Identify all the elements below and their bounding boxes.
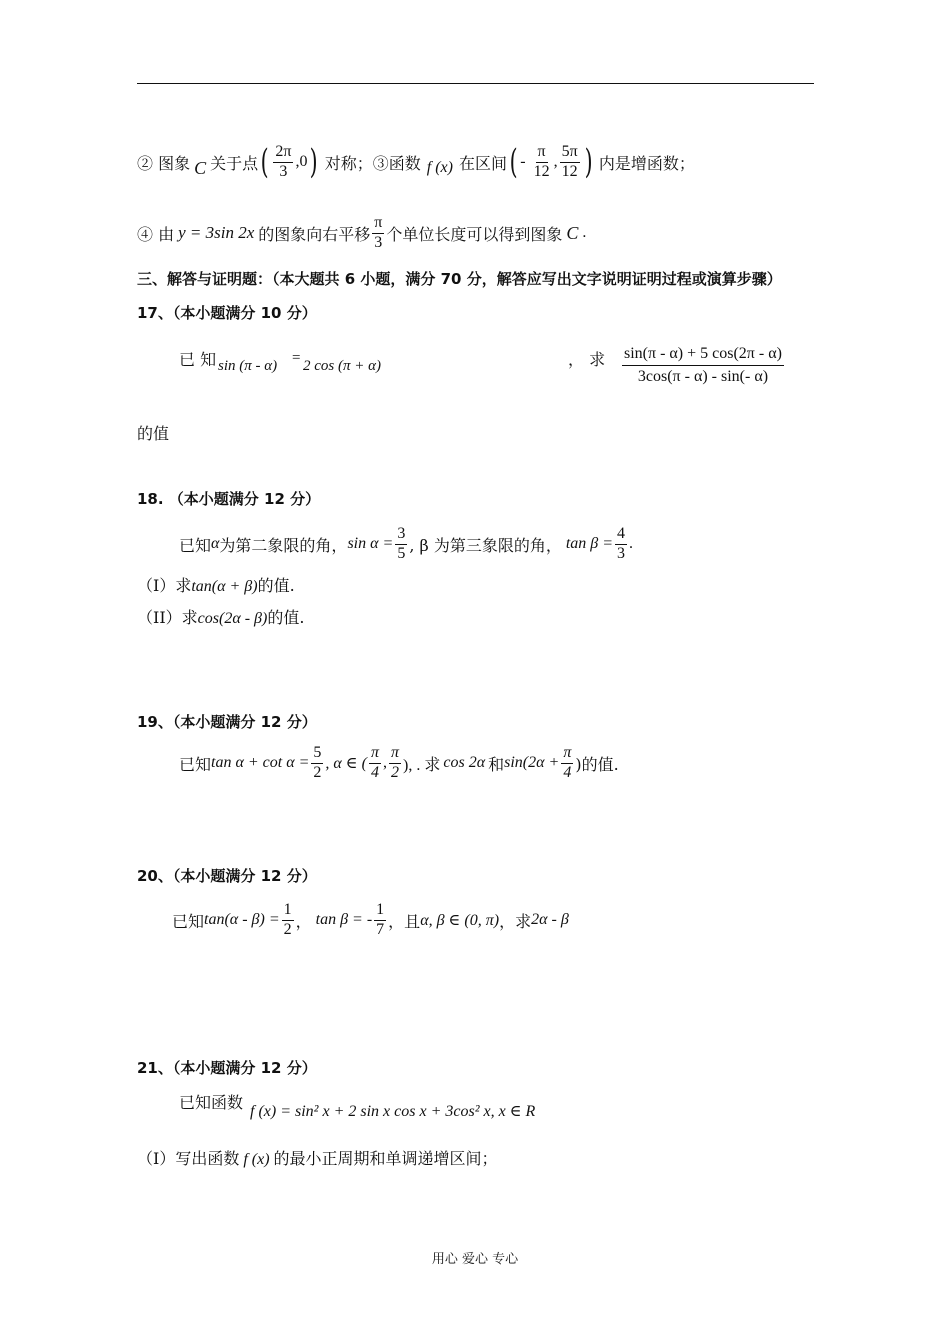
q18-sin-fraction xyxy=(395,525,407,563)
q17-numerator: sin(π - α) + 5 cos(2π - α) xyxy=(622,344,784,366)
fraction-den: 2 xyxy=(391,763,399,781)
increasing-text: 内是增函数； xyxy=(598,153,695,173)
guanyu-text: 关于点 xyxy=(210,153,259,173)
symbol-alpha: α xyxy=(211,535,220,552)
q17-known: 已 知 xyxy=(179,350,217,369)
fraction-den: 3 xyxy=(617,544,626,562)
period: . xyxy=(629,535,634,552)
q18-part2 xyxy=(137,605,304,628)
q20-and-text: ，且 xyxy=(388,911,421,931)
fraction-den: 2 xyxy=(313,763,322,781)
q18-part2-expr: cos(2α - β) xyxy=(197,610,268,627)
q19-ask-text: ), . 求 xyxy=(403,756,441,774)
q20-tan-beta: tan β = - xyxy=(315,911,373,928)
q17-equals: = xyxy=(292,350,301,366)
q19-heading: 19、（本小题满分 12 分） xyxy=(137,713,317,731)
fraction-num: 2π xyxy=(273,143,293,162)
fraction-num: π xyxy=(369,744,381,763)
q21-part1-tail: 的最小正周期和单调递增区间； xyxy=(273,1149,498,1168)
q20-comma: ， xyxy=(295,911,312,931)
duicheng-text: 对称；③函数 xyxy=(324,153,421,173)
function-fx: f (x) xyxy=(426,159,453,176)
q19-cos2a: cos 2α xyxy=(443,754,486,771)
symbol-C: C xyxy=(566,222,579,243)
q19-given xyxy=(179,738,619,788)
shift-fraction xyxy=(372,214,384,252)
q20-condition: α, β ∈ (0, π) xyxy=(420,912,500,929)
q20-known-text: 已知 xyxy=(172,911,205,931)
q17-lhs: sin (π - α) xyxy=(218,358,278,374)
left-paren: ( xyxy=(260,142,269,182)
fraction-den: 5 xyxy=(397,544,406,562)
q19-sin-fraction xyxy=(561,744,573,782)
q18-given xyxy=(179,520,633,568)
point-fraction xyxy=(273,143,293,181)
fraction-den: 4 xyxy=(563,763,572,781)
fraction-num: π xyxy=(561,744,573,763)
fraction-num: π xyxy=(372,214,384,233)
q18-tan-beta: tan β = xyxy=(565,535,614,552)
zaiqujian-text: 在区间 xyxy=(458,153,507,173)
fraction-den: 7 xyxy=(376,920,385,938)
q21-part1-fx: f (x) xyxy=(243,1151,270,1168)
interval-start xyxy=(532,143,552,181)
q19-value-fraction xyxy=(311,744,323,782)
fraction-num: 1 xyxy=(374,901,386,920)
q17-fraction xyxy=(622,344,784,388)
q17-denominator: 3cos(π - α) - sin(- α) xyxy=(637,367,769,385)
q19-range-comma: , xyxy=(383,754,387,771)
interval-end xyxy=(560,143,580,181)
interval-right-paren: ) xyxy=(584,142,593,182)
q18-sin-alpha: sin α = xyxy=(347,535,394,552)
q20-expr: tan(α - β) = xyxy=(204,911,280,928)
q18-known-text: 已知 xyxy=(179,535,212,555)
q19-and-text: 和 xyxy=(488,754,505,774)
fraction-den: 3 xyxy=(374,233,383,251)
q21-known-text: 已知函数 xyxy=(179,1093,244,1112)
q20-value-fraction xyxy=(282,901,294,939)
fraction-num: 4 xyxy=(615,525,627,544)
statement-4 xyxy=(137,209,586,257)
q18-part1-expr: tan(α + β) xyxy=(191,578,258,595)
right-paren: ) xyxy=(310,142,319,182)
statement-2-3 xyxy=(137,136,695,188)
fraction-den: 3 xyxy=(279,162,288,180)
q20-given xyxy=(172,895,569,945)
q17-value-text: 的值 xyxy=(137,424,170,443)
q18-part2-label: （II）求 xyxy=(137,608,198,627)
q20-target: 2α - β xyxy=(531,911,569,928)
interval-comma: , xyxy=(553,153,558,170)
q18-quadrant2-text: 为第二象限的角， xyxy=(219,535,348,555)
q18-part2-tail: 的值. xyxy=(267,608,305,627)
q20-heading: 20、（本小题满分 12 分） xyxy=(137,867,317,885)
fraction-num: π xyxy=(536,143,548,162)
q17-heading: 17、（本小题满分 10 分） xyxy=(137,304,317,322)
period: . xyxy=(582,224,587,241)
page-footer: 用心 爱心 专心 xyxy=(431,1252,519,1267)
q18-tan-fraction xyxy=(615,525,627,563)
neg-sign: - xyxy=(520,153,526,170)
q18-part1-label: （I）求 xyxy=(137,576,192,595)
header-rule xyxy=(137,83,814,84)
fraction-num: 5 xyxy=(311,744,323,763)
fraction-den: 2 xyxy=(283,920,292,938)
q19-range-start xyxy=(369,744,381,782)
q19-range-end xyxy=(389,744,401,782)
interval-left-paren: ( xyxy=(509,142,518,182)
q19-sin-expr: sin(2α + xyxy=(504,754,560,771)
q18-part1 xyxy=(137,573,295,596)
symbol-C: C xyxy=(194,157,207,178)
q20-tan-fraction xyxy=(374,901,386,939)
statement-2-label: ② 图象 xyxy=(137,153,191,173)
section-3-heading: 三、解答与证明题：（本大题共 6 小题，满分 70 分，解答应写出文字说明证明过程或演算步骤） xyxy=(137,270,782,288)
q21-function-expr: f (x) = sin² x + 2 sin x cos x + 3cos² x, x ∈ R xyxy=(250,1103,536,1120)
fraction-num: 3 xyxy=(395,525,407,544)
fraction-den: 12 xyxy=(533,162,550,180)
q21-part1 xyxy=(137,1146,498,1169)
q18-heading: 18. （本小题满分 12 分） xyxy=(137,490,321,508)
unit-length-text: 个单位长度可以得到图象 xyxy=(386,224,563,244)
q20-ask-text: ，求 xyxy=(499,911,532,931)
q17-rhs: 2 cos (π + α) xyxy=(303,358,381,374)
statement-4-label: ④ 由 xyxy=(137,224,175,244)
q21-part1-label: （I）写出函数 xyxy=(137,1149,240,1168)
shift-text: 的图象向右平移 xyxy=(258,224,371,244)
q19-tail: )的值. xyxy=(575,754,619,774)
fraction-den: 4 xyxy=(370,763,379,781)
q18-part1-tail: 的值. xyxy=(257,576,295,595)
fraction-num: 5π xyxy=(560,143,580,162)
fraction-num: 1 xyxy=(282,901,294,920)
q21-heading: 21、（本小题满分 12 分） xyxy=(137,1059,317,1077)
q19-known-text: 已知 xyxy=(179,754,212,774)
fraction-den: 12 xyxy=(561,162,578,180)
function-expression: y = 3sin 2x xyxy=(178,223,255,242)
fraction-num: π xyxy=(389,744,401,763)
q18-quadrant3-text: , β 为第三象限的角， xyxy=(409,535,562,555)
q19-expr: tan α + cot α = xyxy=(211,754,310,771)
q19-range-open: , α ∈ ( xyxy=(325,755,367,772)
point-tail: ,0 xyxy=(295,153,308,170)
q17-qiu: ， 求 xyxy=(568,350,606,369)
